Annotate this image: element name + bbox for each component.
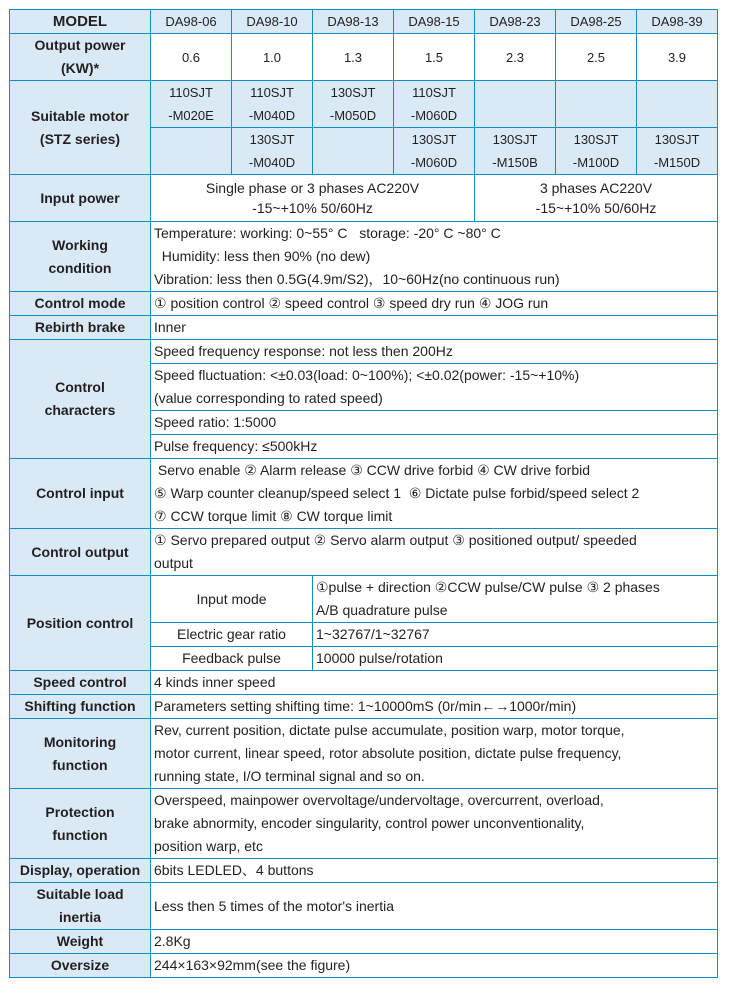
- working-condition-vibration: Vibration: less then 0.5G(4.9m/S2)，10~60Hz(no continuous run): [154, 271, 560, 287]
- motor-cell: [232, 128, 313, 175]
- input-mode-line2: A/B quadrature pulse: [316, 602, 448, 618]
- control-input-row: [10, 459, 718, 529]
- feedback-pulse-label: Feedback pulse: [151, 647, 313, 671]
- output-power-label: [10, 34, 151, 81]
- protection-function-label-line2: function: [52, 826, 108, 843]
- working-condition-label-line1: Working: [52, 236, 108, 253]
- output-power-label-line1: Output power: [34, 37, 126, 53]
- monitoring-function-line2: motor current, linear speed, rotor absolute position, dictate pulse frequency,: [154, 745, 622, 761]
- control-mode-value: ① position control ② speed control ③ speed dry run ④ JOG run: [151, 292, 718, 316]
- working-condition-label-line2: condition: [48, 259, 112, 276]
- model-da98-06: DA98-06: [151, 10, 232, 34]
- rebirth-brake-value: Inner: [151, 316, 718, 340]
- suitable-load-inertia-label-line1: Suitable load: [36, 886, 124, 902]
- control-output-label: Control output: [10, 529, 151, 576]
- output-power-value: 2.3: [475, 34, 556, 81]
- weight-value: 2.8Kg: [151, 930, 718, 954]
- speed-fluctuation: [151, 364, 718, 411]
- input-power-left-line1: Single phase or 3 phases AC220V: [205, 180, 420, 196]
- weight-label: Weight: [10, 930, 151, 954]
- model-da98-39: DA98-39: [637, 10, 718, 34]
- control-characters-label: [10, 340, 151, 459]
- working-condition-label: [10, 222, 151, 292]
- control-output-row: [10, 529, 718, 576]
- input-power-row: [10, 175, 718, 222]
- control-characters-label-line2: characters: [44, 402, 116, 418]
- position-control-row: [10, 576, 718, 623]
- working-condition-temperature: Temperature: working: 0~55° C storage: -20° C ~80° C: [154, 225, 501, 241]
- motor-cell-line1: 130SJT: [492, 132, 538, 147]
- protection-function-label: [10, 789, 151, 859]
- output-power-value: 1.5: [394, 34, 475, 81]
- monitoring-function-row: [10, 719, 718, 789]
- shifting-function-value: Parameters setting shifting time: 1~10000mS (0r/min←→1000r/min): [151, 695, 718, 719]
- input-power-right-line2: -15~+10% 50/60Hz: [535, 200, 657, 216]
- monitoring-function-value: [151, 719, 718, 789]
- speed-control-value: 4 kinds inner speed: [151, 671, 718, 695]
- monitoring-function-label: [10, 719, 151, 789]
- display-operation-label: Display, operation: [10, 859, 151, 883]
- protection-function-line1: Overspeed, mainpower overvoltage/undervoltage, overcurrent, overload,: [154, 792, 604, 808]
- output-power-value: 0.6: [151, 34, 232, 81]
- rebirth-brake-label: Rebirth brake: [10, 316, 151, 340]
- suitable-load-inertia-value: Less then 5 times of the motor's inertia: [151, 883, 718, 930]
- motor-cell: [313, 81, 394, 128]
- motor-cell-line2: -M040D: [248, 155, 296, 170]
- control-characters-row: [10, 340, 718, 364]
- motor-cell-line2: -M060D: [410, 108, 458, 123]
- suitable-load-inertia-label: [10, 883, 151, 930]
- suitable-motor-row-1: [10, 81, 718, 128]
- motor-cell: [475, 81, 556, 128]
- model-label: MODEL: [10, 10, 151, 34]
- control-characters-label-line1: Control: [55, 379, 105, 395]
- model-row: [10, 10, 718, 34]
- suitable-motor-label-line1: Suitable motor: [30, 107, 129, 124]
- motor-cell: [394, 128, 475, 175]
- input-power-single-or-three-phase: [151, 175, 475, 222]
- pulse-frequency: Pulse frequency: ≤500kHz: [151, 435, 718, 459]
- oversize-row: [10, 954, 718, 978]
- model-da98-25: DA98-25: [556, 10, 637, 34]
- suitable-load-inertia-label-line2: inertia: [58, 909, 101, 925]
- speed-control-row: [10, 671, 718, 695]
- rebirth-brake-row: [10, 316, 718, 340]
- control-input-line1: Servo enable ② Alarm release ③ CCW drive forbid ④ CW drive forbid: [154, 462, 591, 478]
- speed-fluctuation-line2: (value corresponding to rated speed): [154, 390, 383, 406]
- motor-cell: [556, 128, 637, 175]
- protection-function-row: [10, 789, 718, 859]
- protection-function-label-line1: Protection: [45, 803, 115, 820]
- working-condition-row: [10, 222, 718, 292]
- speed-fluctuation-line1: Speed fluctuation: <±0.03(load: 0~100%); <±0.02(power: -15~+10%): [154, 367, 580, 383]
- weight-row: [10, 930, 718, 954]
- motor-cell-line1: 130SJT: [330, 85, 376, 100]
- motor-cell: [151, 81, 232, 128]
- motor-cell-line1: 130SJT: [654, 132, 700, 147]
- output-power-label-line2: (KW)*: [60, 60, 100, 76]
- electric-gear-ratio-value: 1~32767/1~32767: [313, 623, 718, 647]
- suitable-load-inertia-row: [10, 883, 718, 930]
- specification-table: [9, 9, 718, 978]
- motor-cell-line2: -M040D: [248, 108, 296, 123]
- motor-cell-line2: -M050D: [329, 108, 377, 123]
- model-da98-23: DA98-23: [475, 10, 556, 34]
- protection-function-line2: brake abnormity, encoder singularity, control power unconventionality,: [154, 815, 585, 831]
- input-power-left-line2: -15~+10% 50/60Hz: [252, 200, 373, 216]
- control-input-line2: ⑤ Warp counter cleanup/speed select 1 ⑥ Dictate pulse forbid/speed select 2: [154, 485, 640, 501]
- speed-control-label: Speed control: [10, 671, 151, 695]
- motor-cell-line2: -M020E: [168, 108, 214, 123]
- motor-cell: [313, 128, 394, 175]
- motor-cell-line2: -M150B: [492, 155, 538, 170]
- monitoring-function-label-line1: Monitoring: [43, 733, 117, 750]
- motor-cell-line1: 130SJT: [249, 132, 295, 147]
- monitoring-function-line3: running state, I/O terminal signal and so on.: [154, 768, 425, 784]
- model-da98-15: DA98-15: [394, 10, 475, 34]
- speed-ratio: Speed ratio: 1:5000: [151, 411, 718, 435]
- model-da98-10: DA98-10: [232, 10, 313, 34]
- input-power-three-phase: [475, 175, 718, 222]
- motor-cell-line1: 130SJT: [573, 132, 619, 147]
- control-output-line1: ① Servo prepared output ② Servo alarm output ③ positioned output/ speeded: [154, 532, 637, 548]
- speed-frequency-response: Speed frequency response: not less then 200Hz: [151, 340, 718, 364]
- control-output-line2: output: [154, 555, 193, 571]
- input-mode-value: [313, 576, 718, 623]
- electric-gear-ratio-label: Electric gear ratio: [151, 623, 313, 647]
- motor-cell: [394, 81, 475, 128]
- display-operation-value: 6bits LEDLED、4 buttons: [151, 859, 718, 883]
- output-power-value: 1.3: [313, 34, 394, 81]
- working-condition-humidity: Humidity: less then 90% (no dew): [154, 248, 371, 264]
- motor-cell-line1: 110SJT: [412, 85, 456, 100]
- shifting-function-label: Shifting function: [10, 695, 151, 719]
- control-mode-row: [10, 292, 718, 316]
- input-power-right-line1: 3 phases AC220V: [539, 180, 653, 196]
- oversize-value: 244×163×92mm(see the figure): [151, 954, 718, 978]
- input-mode-line1: ①pulse + direction ②CCW pulse/CW pulse ③ 2 phases: [316, 579, 660, 595]
- control-input-label: Control input: [10, 459, 151, 529]
- motor-cell-line2: -M100D: [572, 155, 620, 170]
- output-power-row: [10, 34, 718, 81]
- suitable-motor-label: [10, 81, 151, 175]
- feedback-pulse-value: 10000 pulse/rotation: [313, 647, 718, 671]
- protection-function-line3: position warp, etc: [154, 838, 263, 854]
- input-mode-label: Input mode: [151, 576, 313, 623]
- control-input-value: [151, 459, 718, 529]
- suitable-motor-label-line2: (STZ series): [39, 130, 121, 147]
- display-operation-row: [10, 859, 718, 883]
- shifting-function-row: [10, 695, 718, 719]
- control-mode-label: Control mode: [10, 292, 151, 316]
- motor-cell: [556, 81, 637, 128]
- motor-cell: [637, 128, 718, 175]
- position-control-label: Position control: [10, 576, 151, 671]
- output-power-value: 1.0: [232, 34, 313, 81]
- control-input-line3: ⑦ CCW torque limit ⑧ CW torque limit: [154, 508, 393, 524]
- control-output-value: [151, 529, 718, 576]
- motor-cell-line2: -M150D: [653, 155, 701, 170]
- motor-cell-line1: 130SJT: [411, 132, 457, 147]
- motor-cell: [232, 81, 313, 128]
- output-power-value: 2.5: [556, 34, 637, 81]
- motor-cell: [151, 128, 232, 175]
- monitoring-function-label-line2: function: [52, 756, 108, 773]
- input-power-label: Input power: [10, 175, 151, 222]
- motor-cell-line1: 110SJT: [169, 85, 213, 100]
- motor-cell-line2: -M060D: [410, 155, 458, 170]
- oversize-label: Oversize: [10, 954, 151, 978]
- monitoring-function-line1: Rev, current position, dictate pulse accumulate, position warp, motor torque,: [154, 722, 625, 738]
- motor-cell: [637, 81, 718, 128]
- output-power-value: 3.9: [637, 34, 718, 81]
- working-condition-value: [151, 222, 718, 292]
- motor-cell: [475, 128, 556, 175]
- protection-function-value: [151, 789, 718, 859]
- motor-cell-line1: 110SJT: [250, 85, 294, 100]
- model-da98-13: DA98-13: [313, 10, 394, 34]
